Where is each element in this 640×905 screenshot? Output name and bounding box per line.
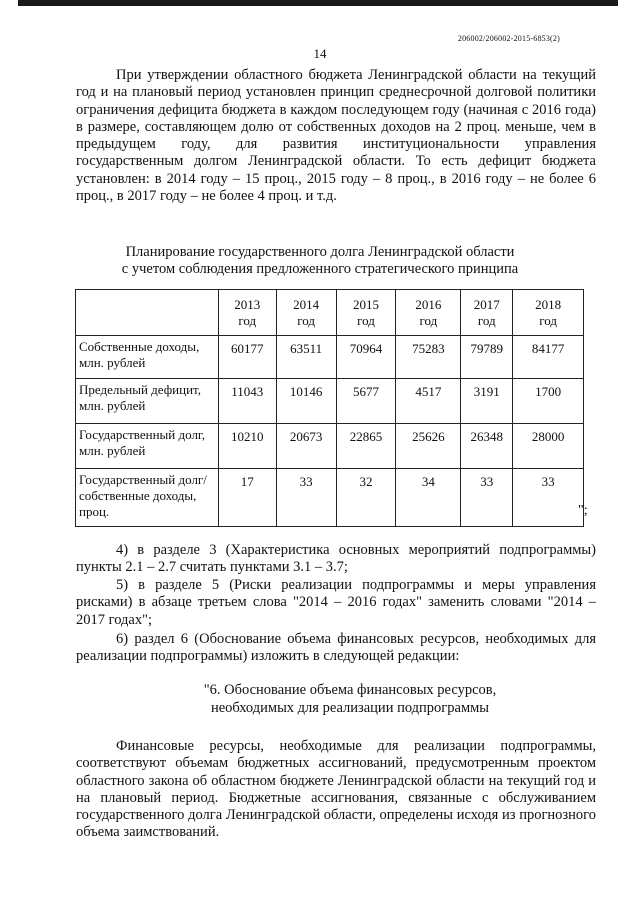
header-year: 2014 год — [276, 290, 336, 336]
row-label: Государственный долг, млн. рублей — [76, 424, 219, 469]
table-cell: 3191 — [461, 379, 513, 424]
table-row — [76, 469, 584, 527]
document-id: 206002/206002-2015-6853(2) — [457, 34, 560, 43]
table-cell: 1700 — [513, 379, 584, 424]
intro-paragraph: При утверждении областного бюджета Ленинградской области на текущий год и на плановый период установлен принцип среднесрочной долговой политики ограничения дефицита бюджета в каждом последующем году (начиная с 2016 года) в размере, составляющем долю от собственных доходов на 2 проц. меньше, чем в предыдущем году, для развития институциональности управления государственным долгом Ленинградской области. То есть дефицит бюджета установлен: в 2014 году – 15 проц., 2015 году – 8 проц., в 2016 году – не более 6 проц., в 2017 году – не более 4 проц. и т.д. — [76, 67, 596, 205]
row-label: Государственный долг/собственные доходы, проц. — [76, 469, 219, 527]
table-cell: 33 — [461, 469, 513, 527]
table-row — [76, 336, 584, 379]
header-year: 2018 год — [513, 290, 584, 336]
table-row — [76, 379, 584, 424]
scan-top-border — [18, 0, 618, 6]
table-row — [76, 424, 584, 469]
table-cell: 11043 — [218, 379, 276, 424]
table-caption-line2: с учетом соблюдения предложенного стратегического принципа — [121, 261, 519, 277]
table-cell: 25626 — [396, 424, 461, 469]
section-title — [0, 682, 640, 717]
amendment-item-4: 4) в разделе 3 (Характеристика основных мероприятий подпрограммы) пункты 2.1 – 2.7 считать пунктами 3.1 – 3.7; — [76, 542, 596, 576]
table-cell: 22865 — [336, 424, 396, 469]
table-cell: 79789 — [461, 336, 513, 379]
table-cell: 33 — [276, 469, 336, 527]
section-title-line2: необходимых для реализации подпрограммы — [210, 699, 490, 716]
table-cell: 20673 — [276, 424, 336, 469]
header-empty-cell — [76, 290, 219, 336]
table-cell: 34 — [396, 469, 461, 527]
header-year: 2013 год — [218, 290, 276, 336]
debt-planning-table — [75, 289, 584, 527]
table-cell: 33 — [513, 469, 584, 527]
header-year: 2017 год — [461, 290, 513, 336]
section-title-line1: "6. Обоснование объема финансовых ресурсов, — [203, 682, 497, 698]
final-paragraph: Финансовые ресурсы, необходимые для реализации подпрограммы, соответствуют объемам бюджетных ассигнований, предусмотренным проектом областного закона об областном бюджете Ленинградской области на текущий год и на плановый период. Бюджетные ассигнования, связанные с обслуживанием государственного долга Ленинградской области, определены исходя из прогнозного объема заимствований. — [76, 738, 596, 841]
table-cell: 10146 — [276, 379, 336, 424]
table-cell: 28000 — [513, 424, 584, 469]
table-cell: 4517 — [396, 379, 461, 424]
header-year: 2016 год — [396, 290, 461, 336]
table-cell: 75283 — [396, 336, 461, 379]
row-label: Собственные доходы, млн. рублей — [76, 336, 219, 379]
table-cell: 70964 — [336, 336, 396, 379]
table-header-row — [76, 290, 584, 336]
header-year: 2015 год — [336, 290, 396, 336]
table-cell: 17 — [218, 469, 276, 527]
amendment-item-5: 5) в разделе 5 (Риски реализации подпрограммы и меры управления рисками) в абзаце третьем слова "2014 – 2016 годах" заменить словами "2014 – 2017 годах"; — [76, 577, 596, 628]
table-cell: 60177 — [218, 336, 276, 379]
table-caption-line1: Планирование государственного долга Ленинградской области — [125, 244, 515, 260]
table-closing-quote: "; — [578, 503, 588, 518]
table-cell: 63511 — [276, 336, 336, 379]
table-cell: 84177 — [513, 336, 584, 379]
table-cell: 32 — [336, 469, 396, 527]
row-label: Предельный дефицит, млн. рублей — [76, 379, 219, 424]
amendment-item-6: 6) раздел 6 (Обоснование объема финансовых ресурсов, необходимых для реализации подпрограммы) изложить в следующей редакции: — [76, 631, 596, 665]
table-cell: 10210 — [218, 424, 276, 469]
table-cell: 26348 — [461, 424, 513, 469]
page-number: 14 — [313, 46, 327, 61]
table-cell: 5677 — [336, 379, 396, 424]
